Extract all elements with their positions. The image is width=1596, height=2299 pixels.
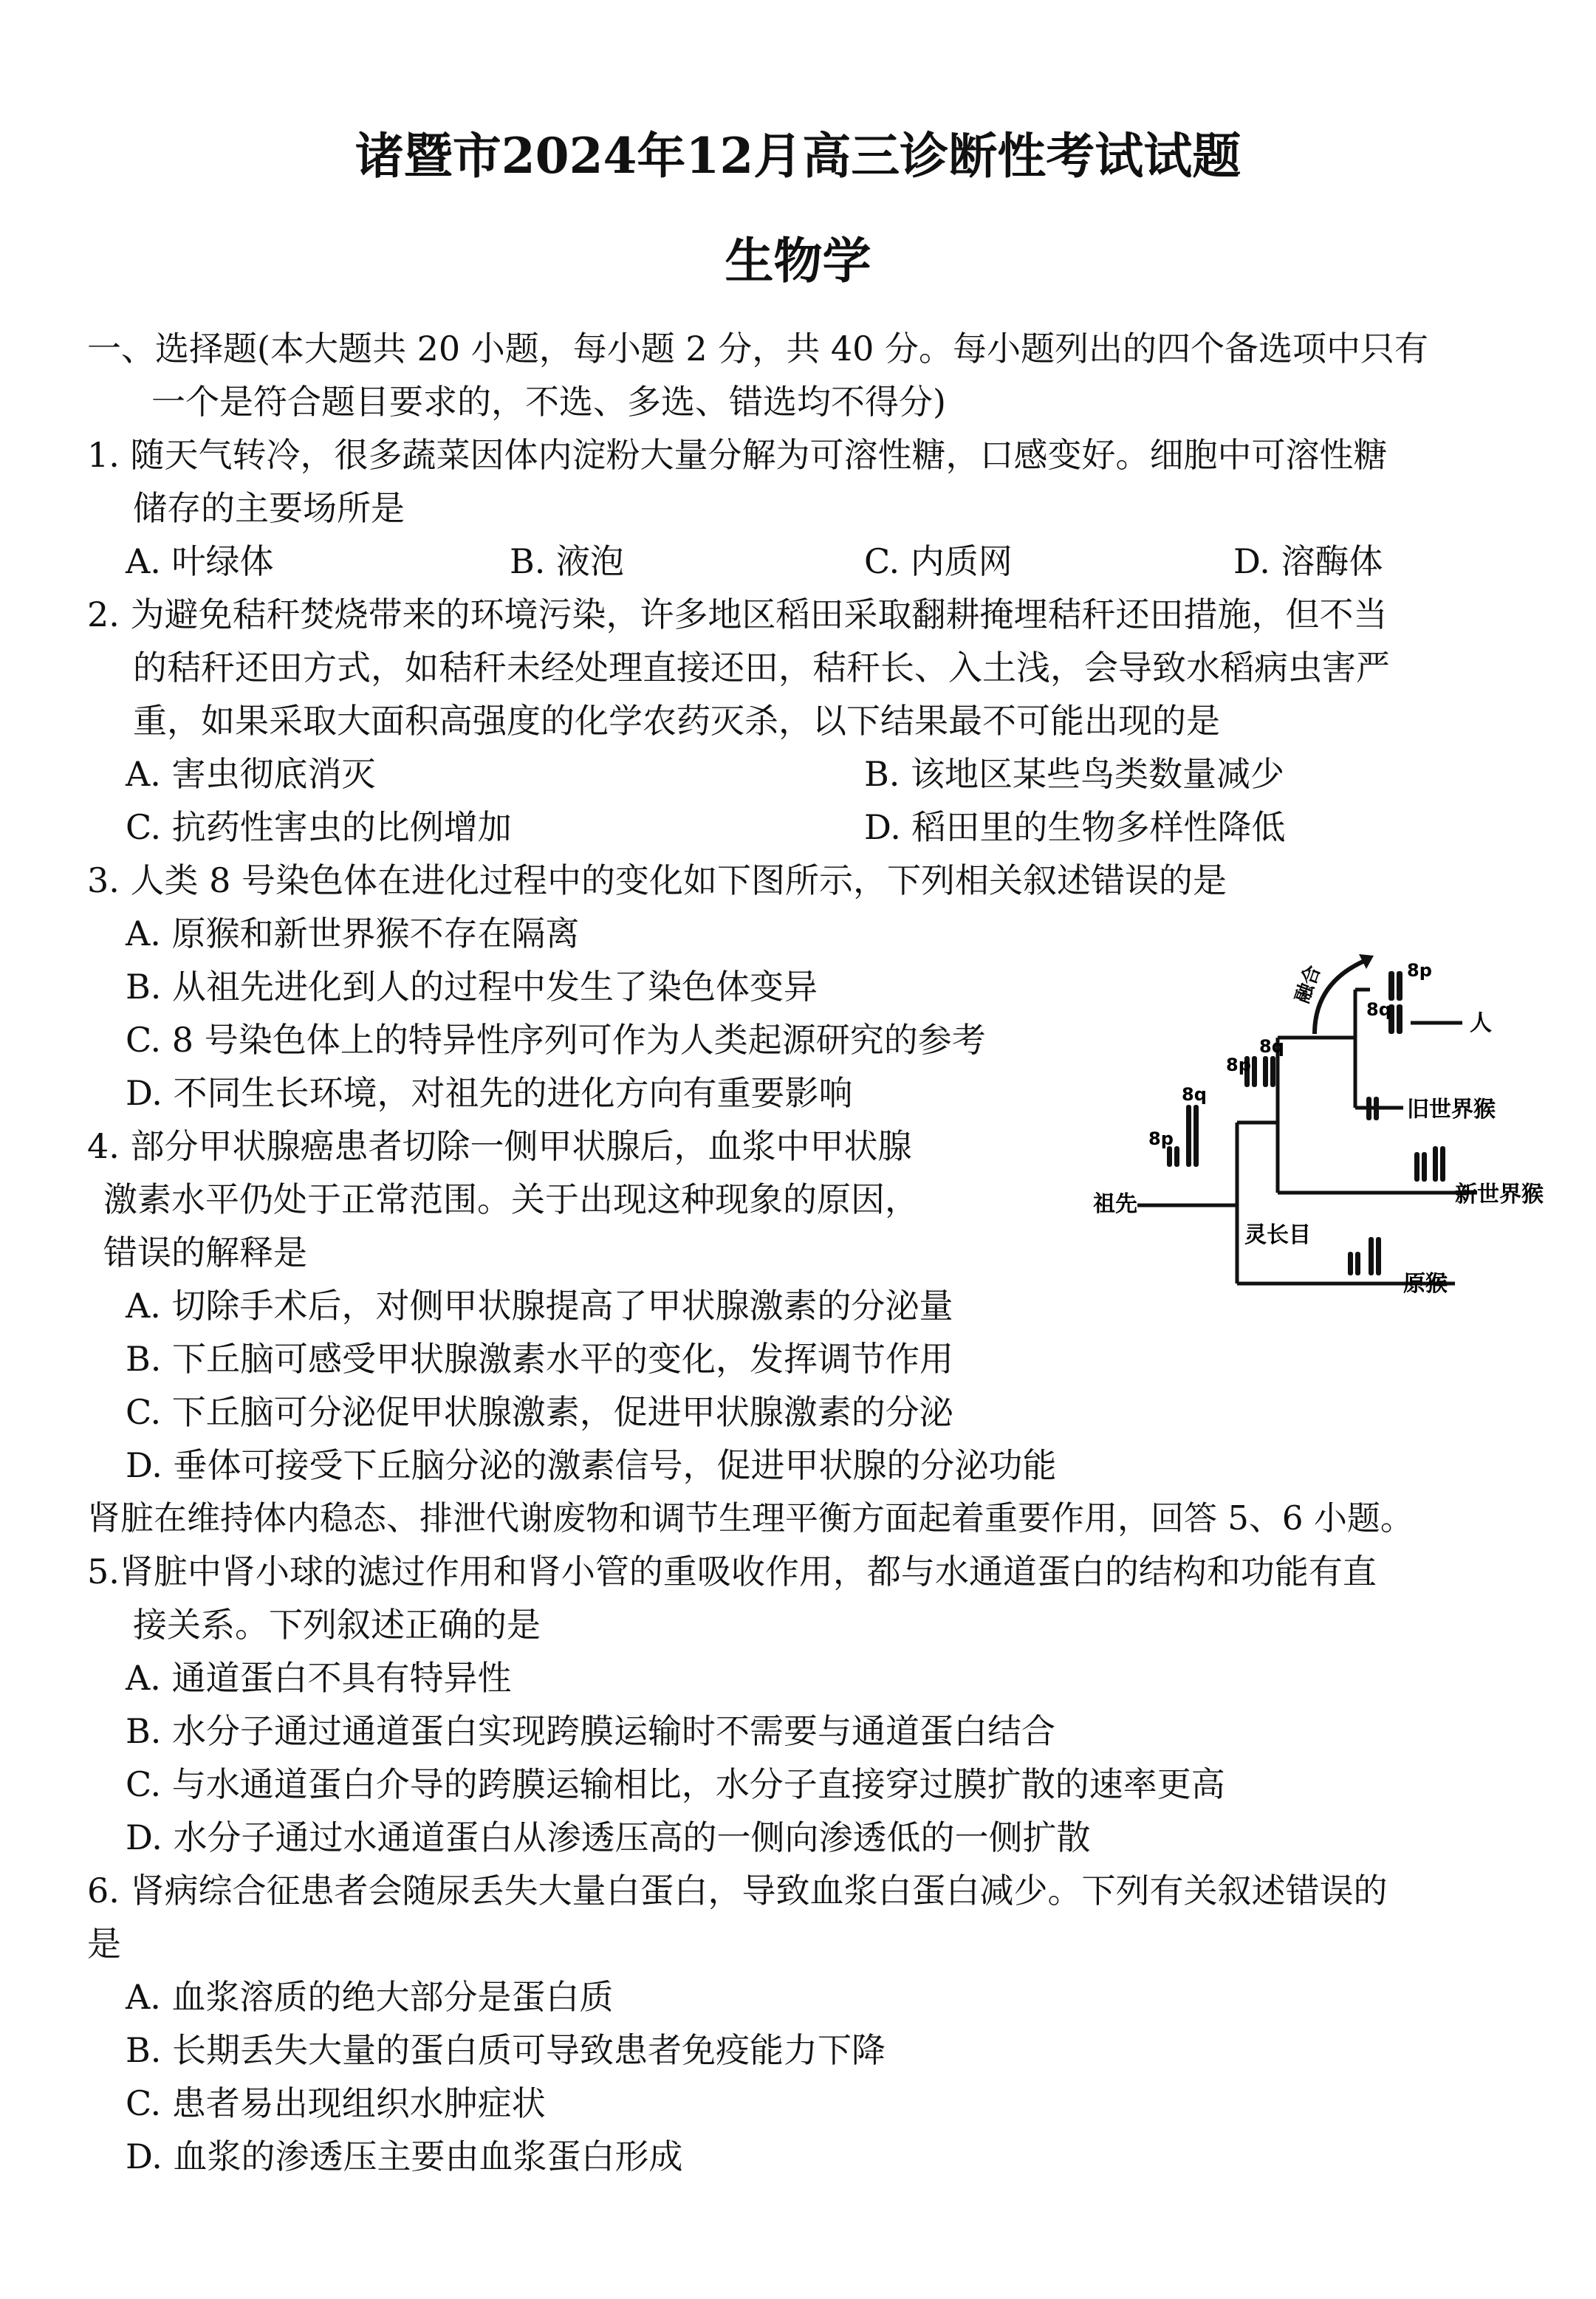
section-heading-cont: 一个是符合题目要求的，不选、多选、错选均不得分) <box>151 382 946 422</box>
fig-label-primates: 灵长目 <box>1244 1222 1311 1248</box>
q1-stem-cont: 储存的主要场所是 <box>133 488 405 528</box>
q5-option-a: A. 通道蛋白不具有特异性 <box>126 1658 512 1698</box>
subject-title: 生物学 <box>725 232 871 289</box>
fig-label-8p: 8p <box>1407 960 1432 981</box>
q4-option-b: B. 下丘脑可感受甲状腺激素水平的变化，发挥调节作用 <box>126 1339 954 1379</box>
fig-label-8p: 8p <box>1226 1055 1251 1075</box>
q3-option-b: B. 从祖先进化到人的过程中发生了染色体变异 <box>126 967 818 1007</box>
q2-option-a: A. 害虫彻底消灭 <box>126 754 376 794</box>
q5-stem: 5.肾脏中肾小球的滤过作用和肾小管的重吸收作用，都与水通道蛋白的结构和功能有直 <box>87 1552 1377 1592</box>
fig-label-8p: 8p <box>1148 1128 1174 1149</box>
fig-label-prosimian: 原猴 <box>1403 1271 1448 1297</box>
q6-stem-cont: 是 <box>87 1924 121 1964</box>
q1-option-b: B. 液泡 <box>510 541 625 581</box>
fig-label-human: 人 <box>1470 1010 1492 1036</box>
q2-stem-cont: 的秸秆还田方式，如秸秆未经处理直接还田，秸秆长、入土浅，会导致水稻病虫害严 <box>133 648 1390 688</box>
q5-option-d: D. 水分子通过水通道蛋白从渗透压高的一侧向渗透低的一侧扩散 <box>126 1817 1091 1857</box>
fig-label-8q: 8q <box>1259 1036 1284 1057</box>
q1-option-c: C. 内质网 <box>864 541 1013 581</box>
fig-label-8q: 8q <box>1182 1084 1207 1105</box>
q1-option-d: D. 溶酶体 <box>1233 541 1383 581</box>
q1-option-a: A. 叶绿体 <box>126 541 274 581</box>
section-heading: 一、选择题(本大题共 20 小题，每小题 2 分，共 40 分。每小题列出的四个备选项中只有 <box>87 329 1429 369</box>
fig-label-ancestor: 祖先 <box>1093 1191 1137 1217</box>
q3-stem: 3. 人类 8 号染色体在进化过程中的变化如下图所示，下列相关叙述错误的是 <box>87 860 1227 900</box>
q6-option-c: C. 患者易出现组织水肿症状 <box>126 2083 546 2123</box>
q4-stem-cont: 错误的解释是 <box>103 1233 307 1272</box>
q3-option-c: C. 8 号染色体上的特异性序列可作为人类起源研究的参考 <box>126 1020 986 1060</box>
q4-stem-cont: 激素水平仍处于正常范围。关于出现这种现象的原因， <box>103 1179 919 1219</box>
q5-option-c: C. 与水通道蛋白介导的跨膜运输相比，水分子直接穿过膜扩散的速率更高 <box>126 1764 1225 1804</box>
q2-option-d: D. 稻田里的生物多样性降低 <box>864 807 1286 847</box>
q4-option-c: C. 下丘脑可分泌促甲状腺激素，促进甲状腺激素的分泌 <box>126 1392 953 1432</box>
fig-label-fusion: 融合 <box>1291 962 1326 1007</box>
q4-option-d: D. 垂体可接受下丘脑分泌的激素信号，促进甲状腺的分泌功能 <box>126 1445 1057 1485</box>
q3-option-d: D. 不同生长环境，对祖先的进化方向有重要影响 <box>126 1073 853 1113</box>
q2-stem-cont: 重，如果采取大面积高强度的化学农药灭杀，以下结果最不可能出现的是 <box>133 701 1220 741</box>
q1-stem: 1. 随天气转冷，很多蔬菜因体内淀粉大量分解为可溶性糖，口感变好。细胞中可溶性糖 <box>87 435 1388 475</box>
fig-label-new-world-monkey: 新世界猴 <box>1455 1182 1544 1207</box>
q2-option-b: B. 该地区某些鸟类数量减少 <box>864 754 1285 794</box>
q4-option-a: A. 切除手术后，对侧甲状腺提高了甲状腺激素的分泌量 <box>126 1286 953 1326</box>
q6-option-a: A. 血浆溶质的绝大部分是蛋白质 <box>126 1977 614 2017</box>
chromosome-evolution-figure <box>1093 953 1566 1300</box>
fig-label-old-world-monkey: 旧世界猴 <box>1407 1097 1496 1123</box>
q3-option-a: A. 原猴和新世界猴不存在隔离 <box>126 914 580 953</box>
q2-stem: 2. 为避免秸秆焚烧带来的环境污染，许多地区稻田采取翻耕掩埋秸秆还田措施，但不当 <box>87 595 1388 634</box>
q6-option-b: B. 长期丢失大量的蛋白质可导致患者免疫能力下降 <box>126 2030 886 2070</box>
q5-option-b: B. 水分子通过通道蛋白实现跨膜运输时不需要与通道蛋白结合 <box>126 1711 1056 1751</box>
q6-option-d: D. 血浆的渗透压主要由血浆蛋白形成 <box>126 2137 683 2176</box>
exam-title: 诸暨市2024年12月高三诊断性考试试题 <box>355 127 1241 185</box>
q2-option-c: C. 抗药性害虫的比例增加 <box>126 807 512 847</box>
q5-6-intro: 肾脏在维持体内稳态、排泄代谢废物和调节生理平衡方面起着重要作用，回答 5、6 小题。 <box>87 1498 1414 1538</box>
q5-stem-cont: 接关系。下列叙述正确的是 <box>133 1605 541 1645</box>
q4-stem: 4. 部分甲状腺癌患者切除一侧甲状腺后，血浆中甲状腺 <box>87 1126 912 1166</box>
fig-label-8q: 8q <box>1366 999 1391 1020</box>
q6-stem: 6. 肾病综合征患者会随尿丢失大量白蛋白，导致血浆白蛋白减少。下列有关叙述错误的 <box>87 1871 1388 1911</box>
